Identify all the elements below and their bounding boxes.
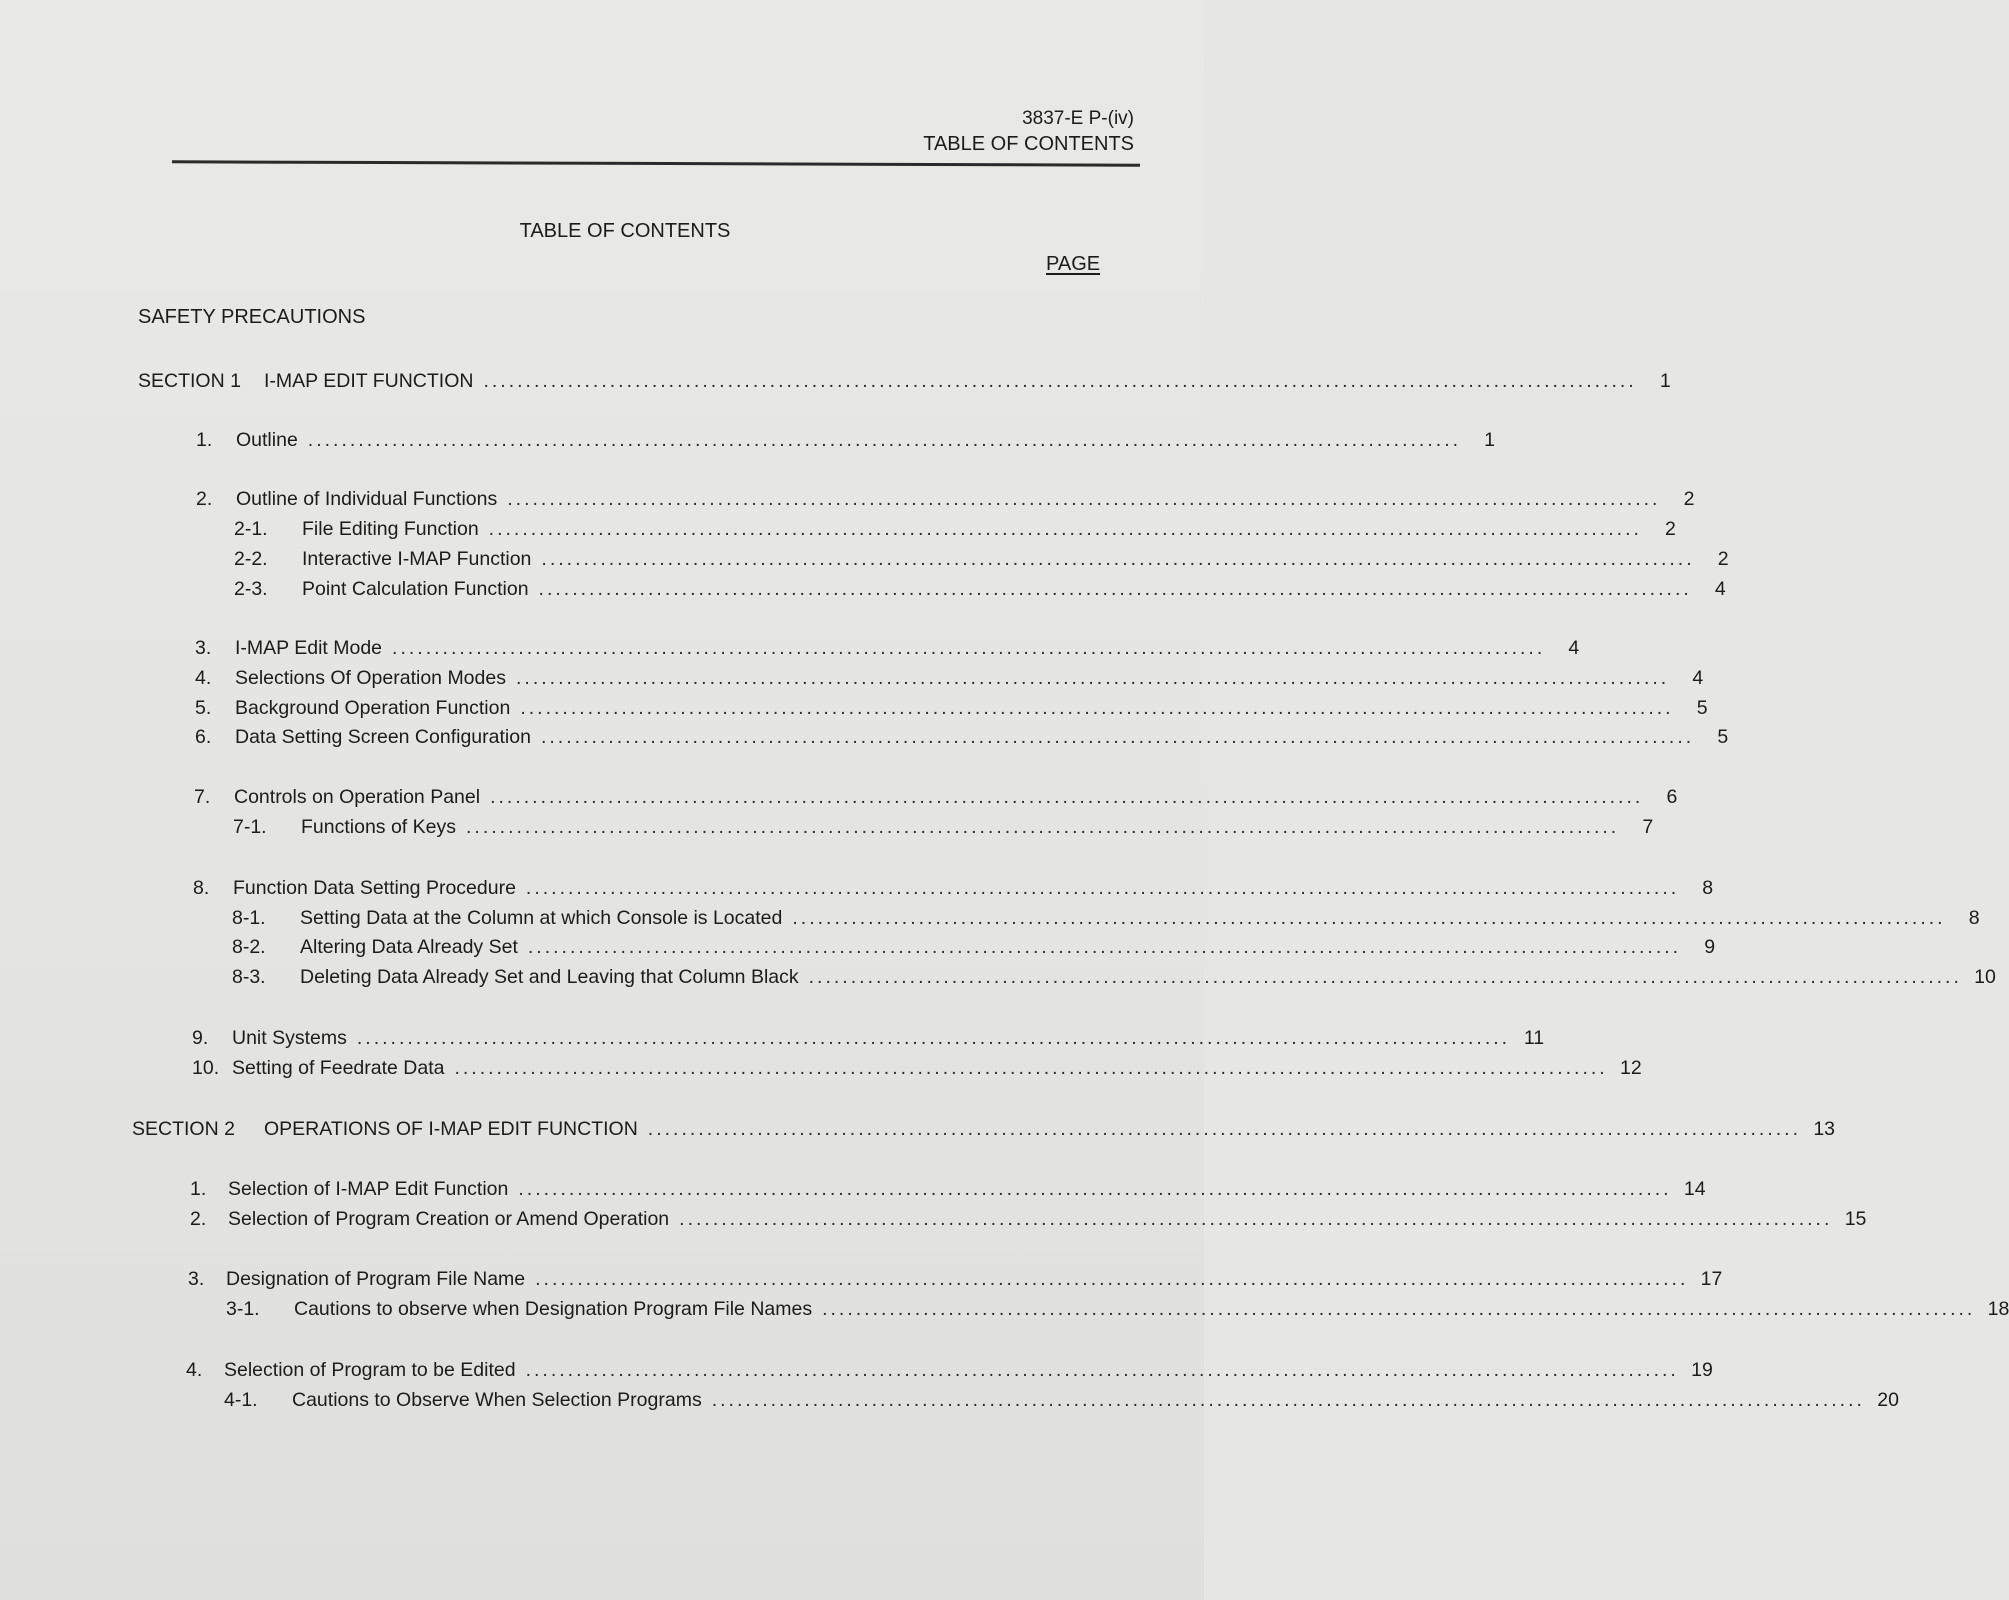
toc-page-number: 20 <box>1877 1389 1899 1411</box>
toc-entry <box>188 1268 1723 1296</box>
toc-entry-safety-precautions: SAFETY PRECAUTIONS <box>138 306 366 328</box>
dot-leader: ......................................................................................................................................... <box>679 1208 1833 1230</box>
toc-subentry <box>232 907 1980 935</box>
toc-number: 7. <box>194 786 211 808</box>
dot-leader: ......................................................................................................................................... <box>535 1268 1689 1290</box>
dot-leader: ......................................................................................................................................... <box>808 966 1962 988</box>
dot-leader: ......................................................................................................................................... <box>507 488 1661 510</box>
toc-label: Unit Systems <box>232 1027 347 1049</box>
toc-number: 3-1. <box>226 1298 260 1320</box>
toc-page-number: 15 <box>1844 1208 1867 1230</box>
toc-entry <box>190 1178 1706 1206</box>
toc-page-number: 17 <box>1700 1268 1723 1290</box>
toc-label: Selection of Program to be Edited <box>224 1359 516 1381</box>
toc-subentry <box>233 816 1654 844</box>
toc-page-number: 8 <box>1702 877 1714 899</box>
toc-subentry <box>232 966 1996 994</box>
header-rule <box>172 160 1140 166</box>
toc-page-number: 4 <box>1568 637 1580 659</box>
toc-number: 2-2. <box>234 548 268 570</box>
toc-page-number: 18 <box>1987 1298 2009 1320</box>
toc-number: 4-1. <box>224 1389 258 1411</box>
toc-label: Setting of Feedrate Data <box>232 1057 445 1079</box>
toc-label: Outline of Individual Functions <box>236 488 498 510</box>
dot-leader: ......................................................................................................................................... <box>454 1057 1608 1079</box>
toc-number: 1. <box>196 429 213 451</box>
toc-page-number: 4 <box>1692 667 1704 689</box>
toc-label: Point Calculation Function <box>302 578 529 600</box>
dot-leader: ......................................................................................................................................... <box>518 1178 1672 1200</box>
dot-leader: ......................................................................................................................................... <box>466 816 1620 838</box>
dot-leader: ......................................................................................................................................... <box>520 697 1674 719</box>
toc-page-number: 4 <box>1714 578 1726 600</box>
dot-leader: ......................................................................................................................................... <box>540 726 1695 748</box>
dot-leader: ......................................................................................................................................... <box>711 1389 1865 1411</box>
dot-leader: ......................................................................................................................................... <box>488 518 1642 540</box>
toc-page-number: 5 <box>1696 697 1708 719</box>
toc-number: 2-1. <box>234 518 268 540</box>
toc-label: Altering Data Already Set <box>300 936 518 958</box>
toc-number: 8. <box>193 877 210 899</box>
toc-number: 8-1. <box>232 907 266 929</box>
dot-leader: ......................................................................................................................................... <box>392 637 1546 659</box>
toc-entry <box>195 697 1708 725</box>
toc-number: 6. <box>195 726 212 748</box>
toc-entry <box>193 877 1714 905</box>
dot-leader: ......................................................................................................................................... <box>356 1027 1511 1049</box>
toc-label: Selections Of Operation Modes <box>235 667 506 689</box>
toc-number: 4. <box>195 667 212 689</box>
toc-label: Data Setting Screen Configuration <box>235 726 531 748</box>
toc-label: Deleting Data Already Set and Leaving that Column Black <box>300 966 799 988</box>
toc-subentry <box>234 518 1676 546</box>
toc-page-number: 1 <box>1659 370 1671 392</box>
toc-number: SECTION 1 <box>138 370 241 392</box>
toc-label: Interactive I-MAP Function <box>302 548 532 570</box>
toc-entry <box>192 1057 1642 1085</box>
toc-entry <box>186 1359 1713 1387</box>
dot-leader: ......................................................................................................................................... <box>307 429 1462 451</box>
page-column-label: PAGE <box>1046 253 1101 275</box>
toc-label: Functions of Keys <box>301 816 456 838</box>
toc-label: Controls on Operation Panel <box>234 786 481 808</box>
toc-page-number: 8 <box>1968 907 1980 929</box>
toc-entry <box>195 667 1704 695</box>
dot-leader: ......................................................................................................................................... <box>792 907 1946 929</box>
toc-page-number: 10 <box>1974 966 1996 988</box>
dot-leader: ......................................................................................................................................... <box>525 1359 1679 1381</box>
toc-subentry <box>226 1298 2009 1326</box>
toc-label: I-MAP Edit Mode <box>235 637 383 659</box>
toc-page-number: 2 <box>1665 518 1676 540</box>
toc-page-number: 14 <box>1683 1178 1706 1200</box>
page-title: TABLE OF CONTENTS <box>519 220 731 242</box>
toc-subentry <box>232 936 1716 964</box>
toc-entry <box>195 726 1729 754</box>
toc-number: 3. <box>195 637 212 659</box>
dot-leader: ......................................................................................................................................... <box>822 1298 1976 1320</box>
dot-leader: ......................................................................................................................................... <box>515 667 1670 689</box>
dot-leader: ......................................................................................................................................... <box>541 548 1695 570</box>
toc-subentry <box>224 1389 1899 1417</box>
toc-page-number: 11 <box>1523 1027 1545 1049</box>
toc-page-number: 13 <box>1813 1118 1836 1140</box>
toc-section-1 <box>138 370 1671 398</box>
toc-label: Cautions to Observe When Selection Programs <box>292 1389 702 1411</box>
dot-leader: ......................................................................................................................................... <box>527 936 1682 958</box>
toc-page-number: 5 <box>1717 726 1729 748</box>
toc-page-number: 6 <box>1666 786 1678 808</box>
toc-page-number: 9 <box>1704 936 1716 958</box>
toc-label: OPERATIONS OF I-MAP EDIT FUNCTION <box>264 1118 638 1140</box>
toc-entry <box>195 637 1580 665</box>
toc-number: 2-3. <box>234 578 268 600</box>
toc-label: File Editing Function <box>302 518 479 540</box>
toc-section-2 <box>132 1118 1836 1146</box>
toc-label: Designation of Program File Name <box>226 1268 526 1290</box>
dot-leader: ......................................................................................................................................... <box>538 578 1692 600</box>
toc-entry <box>196 488 1695 516</box>
toc-number: 2. <box>190 1208 207 1230</box>
toc-label: I-MAP EDIT FUNCTION <box>264 370 474 392</box>
toc-label: Cautions to observe when Designation Program File Names <box>294 1298 813 1320</box>
toc-label: Setting Data at the Column at which Console is Located <box>300 907 783 929</box>
toc-number: 3. <box>188 1268 205 1290</box>
toc-subentry <box>234 548 1729 576</box>
toc-entry <box>196 429 1496 457</box>
toc-number: 2. <box>196 488 213 510</box>
document-code: 3837-E P-(iv) <box>1022 108 1134 129</box>
toc-entry <box>194 786 1678 814</box>
toc-entry <box>192 1027 1545 1055</box>
toc-page-number: 19 <box>1691 1359 1713 1381</box>
toc-number: 9. <box>192 1027 209 1049</box>
toc-label: Selection of I-MAP Edit Function <box>228 1178 509 1200</box>
toc-number: 4. <box>186 1359 203 1381</box>
toc-page-number: 2 <box>1717 548 1729 570</box>
dot-leader: ......................................................................................................................................... <box>490 786 1644 808</box>
dot-leader: ......................................................................................................................................... <box>483 370 1637 392</box>
toc-number: 5. <box>195 697 212 719</box>
dot-leader: ......................................................................................................................................... <box>647 1118 1802 1140</box>
toc-entry <box>190 1208 1867 1236</box>
toc-page-number: 1 <box>1484 429 1496 451</box>
toc-number: 8-2. <box>232 936 266 958</box>
toc-page-number: 2 <box>1683 488 1695 510</box>
toc-page-number: 7 <box>1642 816 1654 838</box>
running-header-title: TABLE OF CONTENTS <box>923 133 1134 155</box>
toc-label: Outline <box>236 429 298 451</box>
toc-number: 8-3. <box>232 966 266 988</box>
toc-number: 10. <box>192 1057 220 1079</box>
dot-leader: ......................................................................................................................................... <box>525 877 1680 899</box>
toc-number: SECTION 2 <box>132 1118 235 1140</box>
toc-subentry <box>234 578 1726 606</box>
toc-label: Selection of Program Creation or Amend Operation <box>228 1208 670 1230</box>
toc-number: 1. <box>190 1178 207 1200</box>
toc-label: Function Data Setting Procedure <box>233 877 516 899</box>
toc-number: 7-1. <box>233 816 267 838</box>
toc-page-number: 12 <box>1620 1057 1642 1079</box>
toc-label: Background Operation Function <box>235 697 511 719</box>
